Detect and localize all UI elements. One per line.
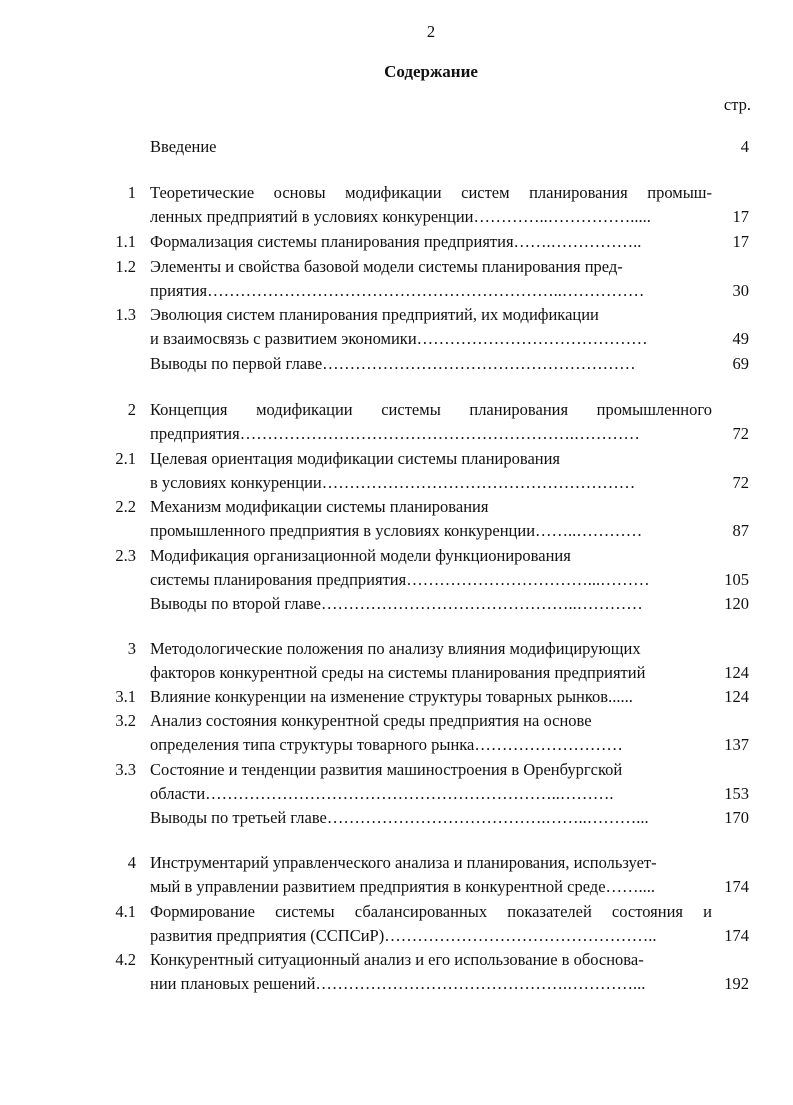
toc-ch3-line2: факторов конкурентной среды на системы планирования предприятий <box>150 663 646 682</box>
toc-s4-2-num: 4.2 <box>115 950 136 969</box>
toc-s3-3-num: 3.3 <box>115 760 136 779</box>
toc-s3-1-num: 3.1 <box>115 687 136 706</box>
toc-s4-1-page: 174 <box>724 926 749 945</box>
toc-s1-1-line1: Формализация системы планирования предприятия…….…………….. <box>150 232 642 251</box>
toc-ch4-line1: Инструментарий управленческого анализа и планирования, использует- <box>150 853 657 872</box>
toc-s1-3-num: 1.3 <box>115 305 136 324</box>
toc-ch4-page: 174 <box>724 877 749 896</box>
toc-c3-page: 170 <box>724 808 749 827</box>
toc-c2-page: 120 <box>724 594 749 613</box>
page-number: 2 <box>426 22 436 41</box>
toc-ch2-num: 2 <box>127 400 136 419</box>
toc-ch3-page: 124 <box>724 663 749 682</box>
toc-s2-1-line1: Целевая ориентация модификации системы планирования <box>150 449 561 468</box>
toc-s1-3-line1: Эволюция систем планирования предприятий, их модификации <box>150 305 599 324</box>
toc-s3-3-page: 153 <box>724 784 749 803</box>
toc-s1-2-num: 1.2 <box>115 257 136 276</box>
toc-s3-2-num: 3.2 <box>115 711 136 730</box>
toc-ch2-page: 72 <box>732 424 749 443</box>
toc-s4-1-line1: Формирование системы сбалансированных показателей состояния и <box>150 902 712 921</box>
toc-s1-3-page: 49 <box>732 329 749 348</box>
toc-s4-1-line2: развития предприятия (ССПСиР)………………………………………….. <box>150 926 657 945</box>
toc-ch2-line2: предприятия…………………………………………………….………… <box>150 424 640 443</box>
toc-s2-2-page: 87 <box>732 521 749 540</box>
toc-s3-2-page: 137 <box>724 735 749 754</box>
toc-c1-page: 69 <box>732 354 749 373</box>
toc-ch2-line1: Концепция модификации системы планирования промышленного <box>150 400 712 419</box>
toc-s4-2-line2: нии плановых решений……………………………………….…………... <box>150 974 646 993</box>
toc-s2-1-page: 72 <box>732 473 749 492</box>
toc-s2-1-num: 2.1 <box>115 449 136 468</box>
toc-s2-1-line2: в условиях конкуренции………………………………………………… <box>150 473 636 492</box>
toc-ch3-line1: Методологические положения по анализу влияния модифицирующих <box>150 639 641 658</box>
toc-s3-3-line1: Состояние и тенденции развития машиностроения в Оренбургской <box>150 760 623 779</box>
page-title: Содержание <box>384 62 478 81</box>
toc-s4-2-line1: Конкурентный ситуационный анализ и его использование в обоснова- <box>150 950 644 969</box>
toc-s1-2-page: 30 <box>732 281 749 300</box>
toc-s2-3-page: 105 <box>724 570 749 589</box>
toc-s2-3-line1: Модификация организационной модели функционирования <box>150 546 571 565</box>
toc-c1-text: Выводы по первой главе………………………………………………… <box>150 354 636 373</box>
toc-s4-2-page: 192 <box>724 974 749 993</box>
toc-intro-text: Введение <box>150 137 217 156</box>
toc-s2-3-line2: системы планирования предприятия……………………………...……… <box>150 570 650 589</box>
toc-intro-page: 4 <box>740 137 749 156</box>
toc-s1-3-line2: и взаимосвязь с развитием экономики…………………………………… <box>150 329 648 348</box>
toc-ch1-num: 1 <box>127 183 136 202</box>
toc-s3-1-page: 124 <box>724 687 749 706</box>
toc-s3-2-line2: определения типа структуры товарного рынка……………………… <box>150 735 623 754</box>
toc-s3-2-line1: Анализ состояния конкурентной среды предприятия на основе <box>150 711 592 730</box>
toc-s2-2-line1: Механизм модификации системы планирования <box>150 497 489 516</box>
toc-s2-2-line2: промышленного предприятия в условиях конкуренции……..………… <box>150 521 643 540</box>
toc-ch4-num: 4 <box>127 853 136 872</box>
toc-s3-3-line2: области………………………………………………………..………. <box>150 784 614 803</box>
toc-c3-text: Выводы по третьей главе………………………………….……..………... <box>150 808 649 827</box>
toc-s4-1-num: 4.1 <box>115 902 136 921</box>
toc-ch1-line2: ленных предприятий в условиях конкуренции…………..……………..... <box>150 207 651 226</box>
toc-s3-1-line1: Влияние конкуренции на изменение структуры товарных рынков...... <box>150 687 633 706</box>
toc-s1-2-line1: Элементы и свойства базовой модели системы планирования пред- <box>150 257 623 276</box>
toc-s1-2-line2: приятия………………………………………………………..…………… <box>150 281 645 300</box>
toc-ch1-page: 17 <box>732 207 749 226</box>
toc-ch1-line1: Теоретические основы модификации систем планирования промыш- <box>150 183 712 202</box>
toc-ch4-line2: мый в управлении развитием предприятия в конкурентной среде…….... <box>150 877 656 896</box>
toc-s1-1-num: 1.1 <box>115 232 136 251</box>
toc-c2-text: Выводы по второй главе………………………………………..………… <box>150 594 643 613</box>
toc-s1-1-page: 17 <box>732 232 749 251</box>
toc-s2-3-num: 2.3 <box>115 546 136 565</box>
page-column-label: стр. <box>723 95 751 114</box>
toc-s2-2-num: 2.2 <box>115 497 136 516</box>
toc-ch3-num: 3 <box>127 639 136 658</box>
